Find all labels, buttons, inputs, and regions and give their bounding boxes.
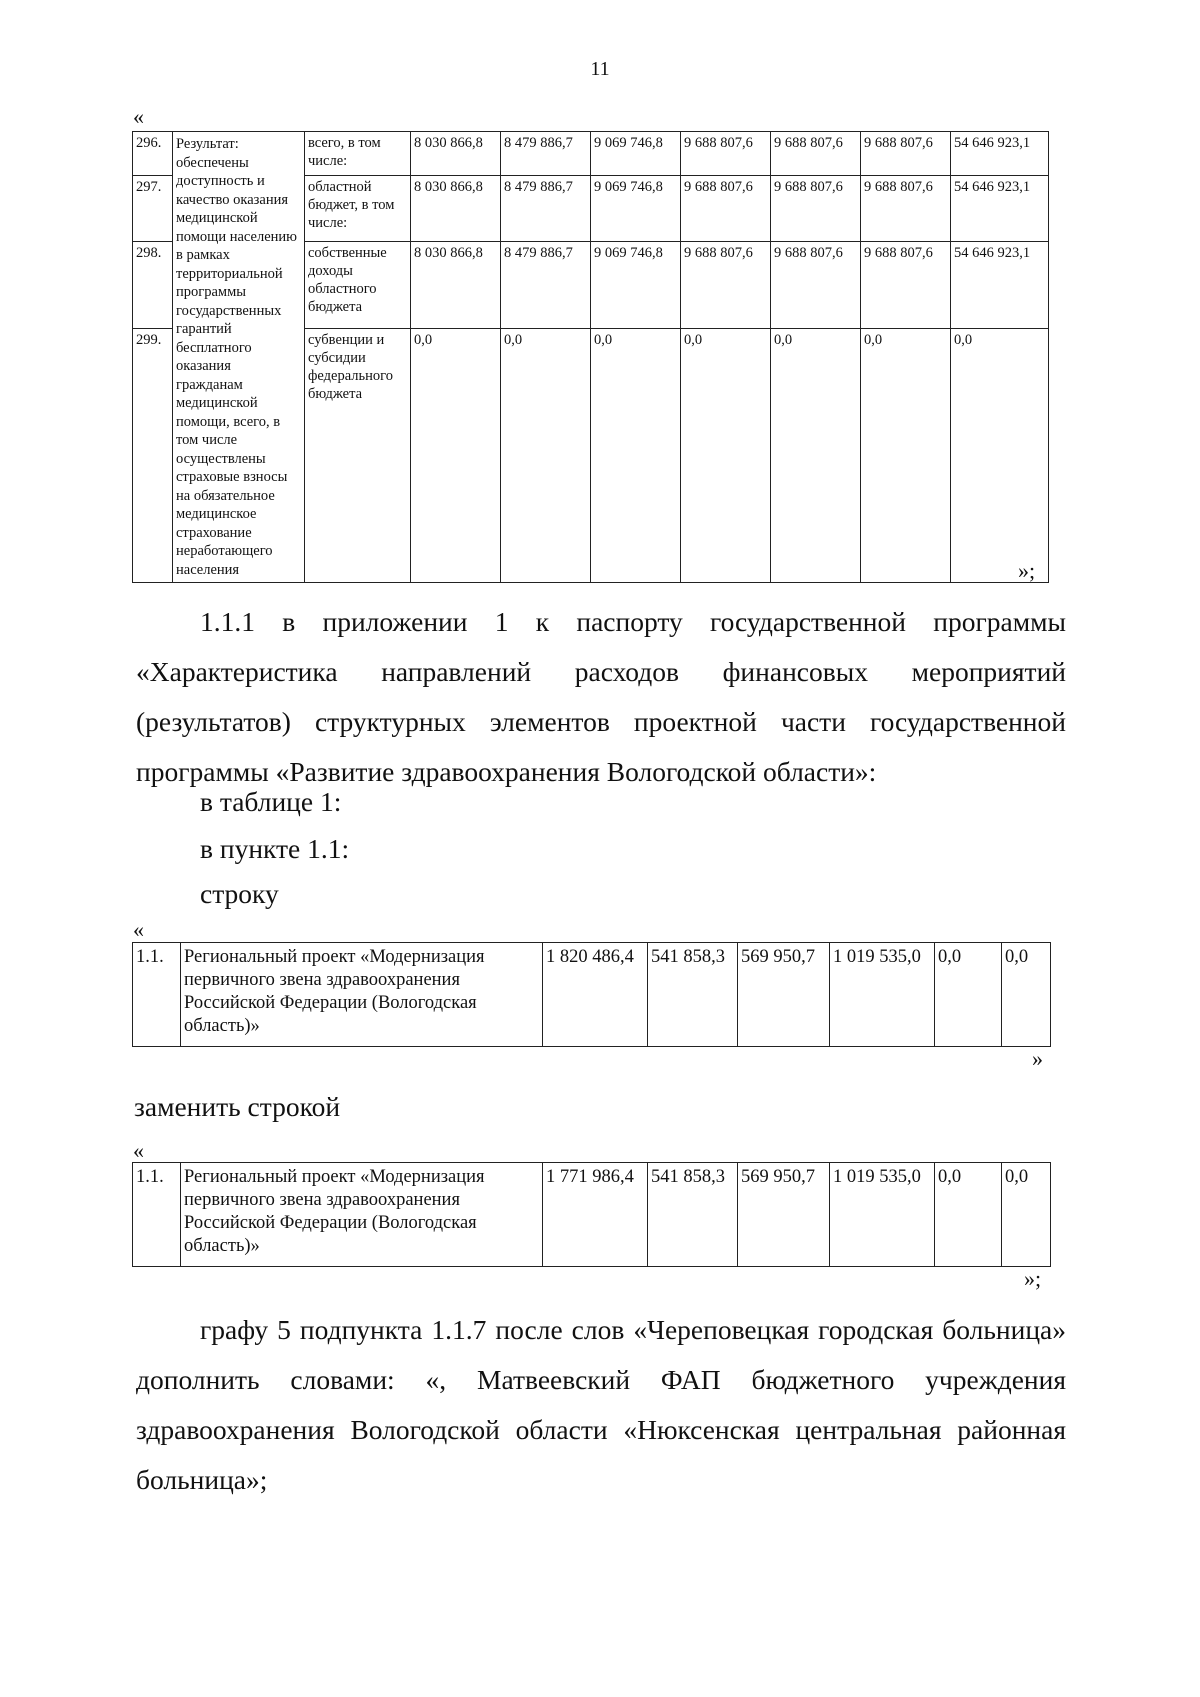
table-row <box>133 943 1051 1047</box>
value-cell: 0,0 <box>935 943 1002 1047</box>
value-cell: 0,0 <box>681 328 771 582</box>
value-cell: 0,0 <box>1002 1163 1051 1267</box>
value-cell: 9 069 746,8 <box>591 242 681 329</box>
value-cell: 9 688 807,6 <box>771 132 861 176</box>
open-quote: « <box>133 1138 144 1163</box>
replace-instruction: заменить строкой <box>134 1091 341 1122</box>
value-cell: 8 479 886,7 <box>501 176 591 242</box>
instruction-table: в таблице 1: <box>200 786 342 817</box>
row-number: 296. <box>133 132 173 176</box>
value-cell: 8 030 866,8 <box>411 132 501 176</box>
value-cell: 8 479 886,7 <box>501 132 591 176</box>
project-name: Региональный проект «Модернизация первичного звена здравоохранения Российской Федерации (Вологодская область)» <box>181 943 543 1047</box>
value-cell: 1 019 535,0 <box>830 1163 935 1267</box>
row-number: 298. <box>133 242 173 329</box>
close-quote: »; <box>1018 558 1036 583</box>
value-cell: 0,0 <box>1002 943 1051 1047</box>
value-cell: 54 646 923,1 <box>951 176 1049 242</box>
value-cell: 0,0 <box>501 328 591 582</box>
value-cell: 1 019 535,0 <box>830 943 935 1047</box>
value-cell: 54 646 923,1 <box>951 242 1049 329</box>
table-row <box>133 132 1049 176</box>
funding-type: всего, в том числе: <box>305 132 411 176</box>
value-cell: 54 646 923,1 <box>951 132 1049 176</box>
value-cell: 1 820 486,4 <box>543 943 648 1047</box>
value-cell: 9 688 807,6 <box>771 242 861 329</box>
value-cell: 9 688 807,6 <box>861 132 951 176</box>
value-cell: 9 688 807,6 <box>771 176 861 242</box>
row-number: 1.1. <box>133 1163 181 1267</box>
funding-table <box>132 131 1049 583</box>
value-cell: 0,0 <box>411 328 501 582</box>
value-cell: 0,0 <box>935 1163 1002 1267</box>
value-cell: 1 771 986,4 <box>543 1163 648 1267</box>
value-cell: 0,0 <box>771 328 861 582</box>
old-row-table <box>132 942 1051 1047</box>
instruction-point: в пункте 1.1: <box>200 833 350 864</box>
new-row-table <box>132 1162 1051 1267</box>
value-cell: 541 858,3 <box>648 1163 738 1267</box>
value-cell: 9 688 807,6 <box>861 242 951 329</box>
value-cell: 8 479 886,7 <box>501 242 591 329</box>
funding-type: собственные доходы областного бюджета <box>305 242 411 329</box>
value-cell: 569 950,7 <box>738 943 830 1047</box>
row-number: 299. <box>133 328 173 582</box>
close-quote: »; <box>1024 1266 1042 1291</box>
page-number: 11 <box>590 58 610 80</box>
row-number: 297. <box>133 176 173 242</box>
value-cell: 541 858,3 <box>648 943 738 1047</box>
amendment-paragraph-2 <box>136 1305 1066 1505</box>
open-quote: « <box>133 917 144 942</box>
value-cell: 9 688 807,6 <box>681 176 771 242</box>
result-description: Результат: обеспечены доступность и качество оказания медицинской помощи населению в рамках территориальной программы государственных гарантий бесплатного оказания гражданам медицинской помощи, всего, в том числе осуществлены страховые взносы на обязательное медицинское страхование неработающего населения <box>173 132 305 583</box>
open-quote: « <box>133 104 144 129</box>
value-cell: 569 950,7 <box>738 1163 830 1267</box>
value-cell: 8 030 866,8 <box>411 176 501 242</box>
value-cell: 9 688 807,6 <box>681 242 771 329</box>
value-cell: 9 069 746,8 <box>591 132 681 176</box>
amendment-text: 1.1.1 в приложении 1 к паспорту государственной программы «Характеристика направлений расходов финансовых мероприятий (результатов) структурных элементов проектной части государственной программы «Развитие здравоохранения Вологодской области»: <box>136 606 1066 787</box>
row-number: 1.1. <box>133 943 181 1047</box>
table-row <box>133 1163 1051 1267</box>
instruction-row: строку <box>200 878 279 909</box>
value-cell: 9 688 807,6 <box>861 176 951 242</box>
amendment-paragraph <box>136 597 1066 797</box>
value-cell: 0,0 <box>861 328 951 582</box>
value-cell: 9 688 807,6 <box>681 132 771 176</box>
value-cell: 0,0 <box>951 328 1049 582</box>
funding-type: субвенции и субсидии федерального бюджета <box>305 328 411 582</box>
project-name: Региональный проект «Модернизация первичного звена здравоохранения Российской Федерации (Вологодская область)» <box>181 1163 543 1267</box>
amendment-text-2: графу 5 подпункта 1.1.7 после слов «Череповецкая городская больница» дополнить словами: «, Матвеевский ФАП бюджетного учреждения здравоохранения Вологодской области «Нюксенская центральная районная больница»; <box>136 1314 1066 1495</box>
value-cell: 8 030 866,8 <box>411 242 501 329</box>
funding-type: областной бюджет, в том числе: <box>305 176 411 242</box>
close-quote: » <box>1032 1046 1043 1071</box>
value-cell: 0,0 <box>591 328 681 582</box>
value-cell: 9 069 746,8 <box>591 176 681 242</box>
